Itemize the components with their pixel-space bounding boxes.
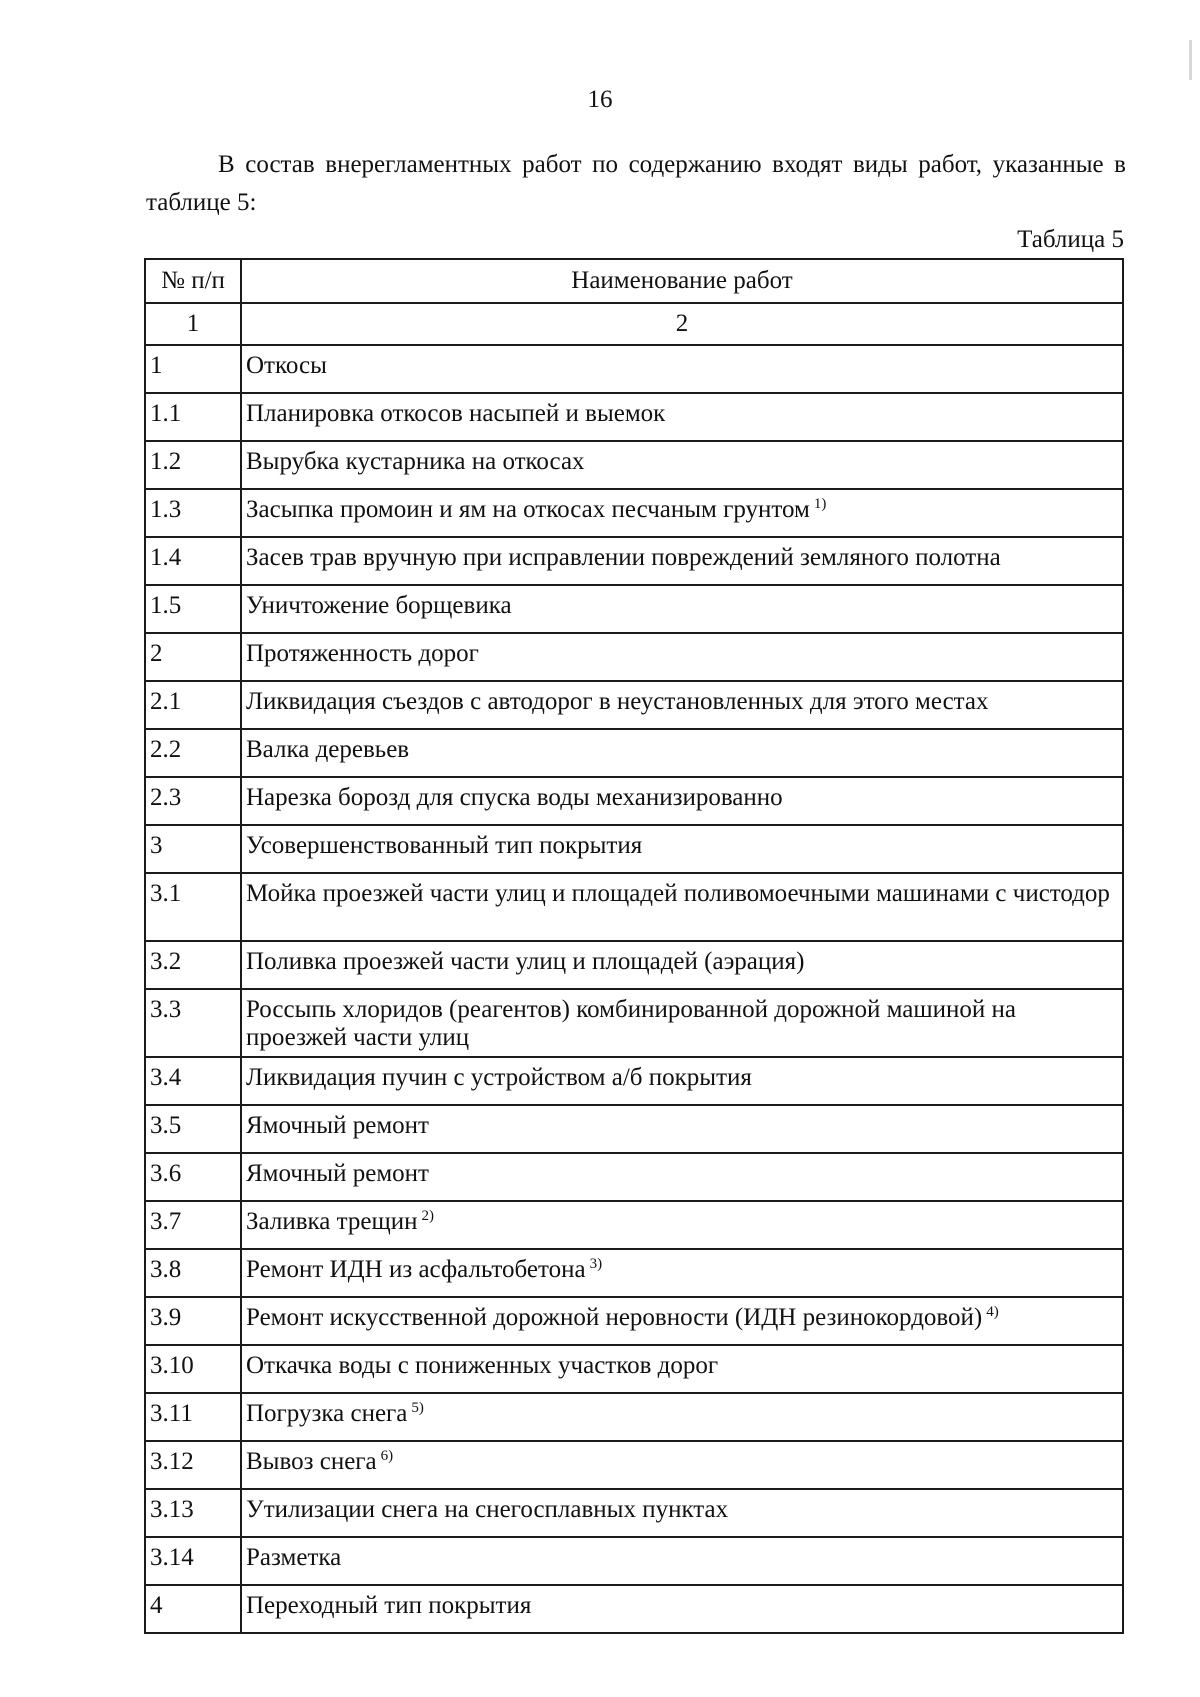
row-number: 3.8 — [145, 1249, 241, 1297]
table-row — [145, 1537, 1123, 1585]
row-work-name: Ямочный ремонт — [246, 1160, 429, 1187]
table-row — [145, 681, 1123, 729]
table-row — [145, 1249, 1123, 1297]
row-work-name-cell — [241, 1489, 1123, 1537]
row-work-name: Нарезка борозд для спуска воды механизированно — [246, 784, 783, 811]
row-number: 3.13 — [145, 1489, 241, 1537]
row-work-name: Уничтожение борщевика — [246, 592, 512, 619]
page-number: 16 — [587, 86, 613, 113]
table-row — [145, 1585, 1123, 1633]
row-work-name-cell — [241, 941, 1123, 989]
row-work-name: Засев трав вручную при исправлении повреждений земляного полотна — [246, 544, 1001, 571]
footnote-marker: 1) — [813, 496, 827, 512]
table-row — [145, 825, 1123, 873]
row-work-name: Усовершенствованный тип покрытия — [246, 832, 643, 859]
row-work-name: Вырубка кустарника на откосах — [246, 448, 585, 475]
row-work-name-cell — [241, 393, 1123, 441]
column-index-2: 2 — [241, 303, 1123, 345]
table-row — [145, 989, 1123, 1057]
row-work-name-cell — [241, 729, 1123, 777]
row-work-name-cell — [241, 1345, 1123, 1393]
row-work-name-cell — [241, 1393, 1123, 1441]
row-number: 1.2 — [145, 441, 241, 489]
row-number: 3.7 — [145, 1201, 241, 1249]
table-row — [145, 1441, 1123, 1489]
row-number: 1.1 — [145, 393, 241, 441]
row-work-name: Утилизации снега на снегосплавных пунктах — [246, 1496, 729, 1523]
row-number: 2.3 — [145, 777, 241, 825]
table-row — [145, 1153, 1123, 1201]
table-row — [145, 1489, 1123, 1537]
table-row — [145, 393, 1123, 441]
row-work-name-cell — [241, 1441, 1123, 1489]
table-row — [145, 1105, 1123, 1153]
row-number: 3.14 — [145, 1537, 241, 1585]
table-row — [145, 1297, 1123, 1345]
row-work-name-cell — [241, 825, 1123, 873]
row-work-name: Ликвидация пучин с устройством а/б покрытия — [246, 1064, 752, 1091]
row-work-name: Протяженность дорог — [246, 640, 479, 667]
header-number: № п/п — [145, 259, 241, 303]
row-number: 3.1 — [145, 873, 241, 941]
column-index-row — [145, 303, 1123, 345]
row-number: 4 — [145, 1585, 241, 1633]
row-work-name: Откосы — [246, 352, 327, 379]
row-work-name-cell — [241, 345, 1123, 393]
row-number: 1.5 — [145, 585, 241, 633]
row-work-name: Ликвидация съездов с автодорог в неустановленных для этого местах — [246, 688, 989, 715]
footnote-marker: 4) — [986, 1304, 999, 1320]
row-number: 3.12 — [145, 1441, 241, 1489]
table-row — [145, 633, 1123, 681]
row-work-name-cell — [241, 441, 1123, 489]
row-work-name-cell — [241, 489, 1123, 537]
table-row — [145, 729, 1123, 777]
table-row — [145, 441, 1123, 489]
row-work-name: Переходный тип покрытия — [246, 1592, 532, 1619]
table-row — [145, 345, 1123, 393]
row-number: 3.4 — [145, 1057, 241, 1105]
row-number: 3.2 — [145, 941, 241, 989]
row-number: 1.3 — [145, 489, 241, 537]
works-table — [144, 258, 1124, 1634]
row-work-name-cell — [241, 1537, 1123, 1585]
table-row — [145, 873, 1123, 941]
table-row — [145, 1201, 1123, 1249]
row-work-name: Планировка откосов насыпей и выемок — [246, 400, 666, 427]
row-work-name-cell — [241, 1585, 1123, 1633]
row-work-name-cell — [241, 681, 1123, 729]
footnote-marker: 5) — [411, 1400, 424, 1416]
table-row — [145, 585, 1123, 633]
row-work-name-cell — [241, 1057, 1123, 1105]
table-row — [145, 1057, 1123, 1105]
row-work-name: Засыпка промоин и ям на откосах песчаным грунтом — [246, 496, 810, 523]
row-number: 3.10 — [145, 1345, 241, 1393]
row-work-name: Мойка проезжей части улиц и площадей поливомоечными машинами с чистодор — [246, 880, 1110, 907]
table-row — [145, 489, 1123, 537]
row-work-name: Заливка трещин — [246, 1208, 418, 1235]
row-work-name: Ремонт искусственной дорожной неровности (ИДН резинокордовой) — [246, 1304, 983, 1331]
scan-edge-mark — [1189, 40, 1192, 80]
table-caption: Таблица 5 — [1017, 226, 1124, 253]
table-row — [145, 941, 1123, 989]
row-work-name: Откачка воды с пониженных участков дорог — [246, 1352, 719, 1379]
column-index-1: 1 — [145, 303, 241, 345]
row-work-name-cell — [241, 1201, 1123, 1249]
table-row — [145, 1345, 1123, 1393]
intro-paragraph: В состав внерегламентных работ по содержанию входят виды работ, указанные в таблице 5: — [146, 151, 1126, 216]
row-work-name-cell — [241, 873, 1123, 941]
row-work-name: Ремонт ИДН из асфальтобетона — [246, 1256, 586, 1283]
footnote-marker: 3) — [589, 1256, 603, 1272]
row-work-name: Разметка — [246, 1544, 342, 1571]
row-work-name-cell — [241, 1153, 1123, 1201]
footnote-marker: 6) — [380, 1448, 394, 1464]
table-row — [145, 537, 1123, 585]
row-number: 2.1 — [145, 681, 241, 729]
table-header-row — [145, 259, 1123, 303]
row-work-name-cell — [241, 1105, 1123, 1153]
row-work-name-cell — [241, 633, 1123, 681]
row-number: 1.4 — [145, 537, 241, 585]
footnote-marker: 2) — [421, 1208, 434, 1224]
header-work-name: Наименование работ — [241, 259, 1123, 303]
table-row — [145, 777, 1123, 825]
row-work-name: Ямочный ремонт — [246, 1112, 429, 1139]
table-row — [145, 1393, 1123, 1441]
row-work-name-cell — [241, 537, 1123, 585]
row-number: 2 — [145, 633, 241, 681]
row-number: 3.6 — [145, 1153, 241, 1201]
row-number: 3.3 — [145, 989, 241, 1057]
row-work-name: Поливка проезжей части улиц и площадей (аэрация) — [246, 948, 805, 975]
row-work-name-cell — [241, 989, 1123, 1057]
row-number: 3.11 — [145, 1393, 241, 1441]
row-work-name-cell — [241, 585, 1123, 633]
row-number: 3 — [145, 825, 241, 873]
row-number: 1 — [145, 345, 241, 393]
row-work-name: Вывоз снега — [246, 1448, 377, 1475]
row-number: 3.5 — [145, 1105, 241, 1153]
row-number: 2.2 — [145, 729, 241, 777]
row-work-name: Россыпь хлоридов (реагентов) комбинированной дорожной машиной на проезжей части улиц — [246, 996, 1017, 1051]
row-work-name: Валка деревьев — [246, 736, 410, 763]
row-work-name-cell — [241, 777, 1123, 825]
row-number: 3.9 — [145, 1297, 241, 1345]
row-work-name-cell — [241, 1249, 1123, 1297]
row-work-name: Погрузка снега — [246, 1400, 408, 1427]
row-work-name-cell — [241, 1297, 1123, 1345]
